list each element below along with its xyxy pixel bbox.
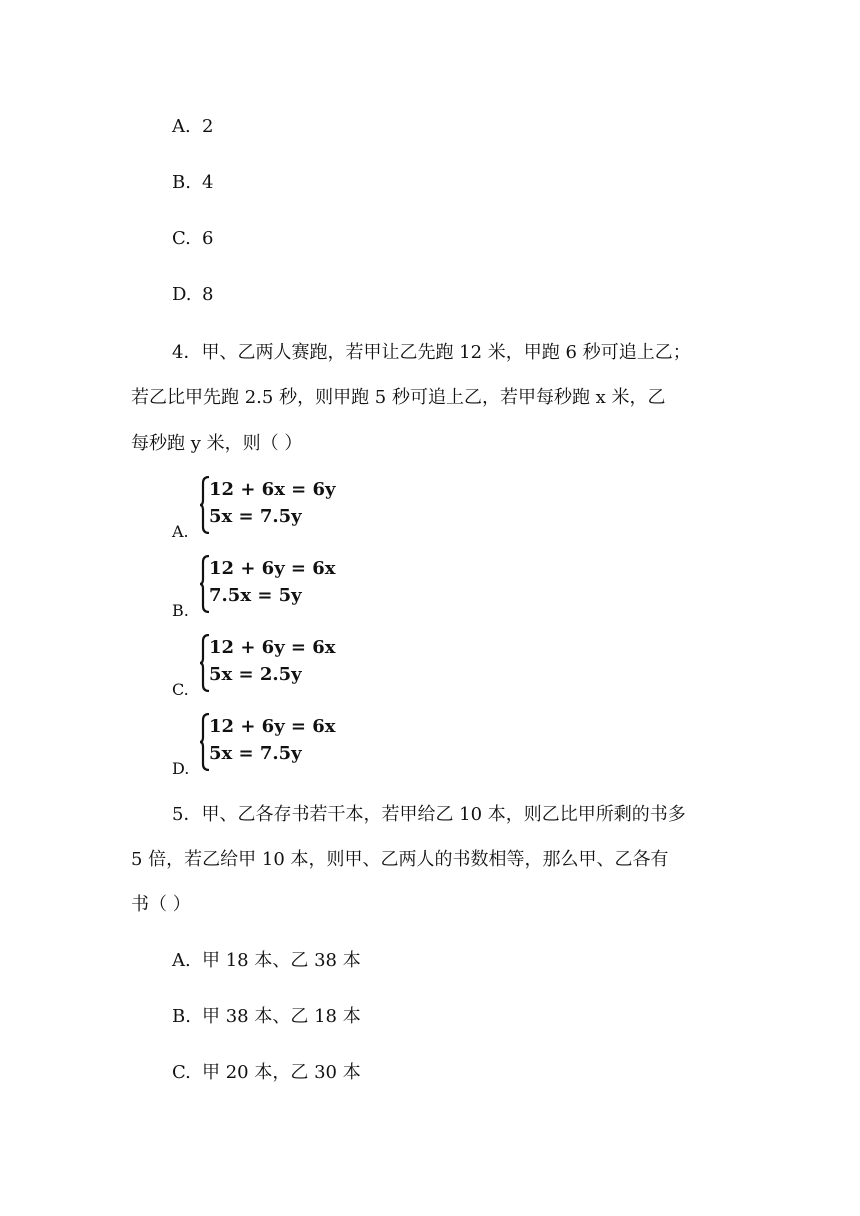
q4-option-c-system <box>199 634 349 694</box>
q5-stem-line-1: 5．甲、乙各存书若干本，若甲给乙 10 本，则乙比甲所剩的书多 <box>172 804 686 825</box>
q4-option-b-letter: B. <box>172 601 189 620</box>
equation-1: 12 + 6y = 6x <box>209 716 336 737</box>
equation-2: 5x = 2.5y <box>209 664 302 685</box>
q4-option-a-letter: A. <box>172 522 189 541</box>
option-text: 甲 20 本，乙 30 本 <box>202 1062 361 1083</box>
option-letter: C. <box>172 1062 191 1083</box>
q4-stem-line-1: 4．甲、乙两人赛跑，若甲让乙先跑 12 米，甲跑 6 秒可追上乙； <box>172 342 691 363</box>
q5-stem-line-2: 5 倍，若乙给甲 10 本，则甲、乙两人的书数相等，那么甲、乙各有 <box>131 849 669 870</box>
option-letter: B. <box>172 172 191 193</box>
q4-stem-line-3: 每秒跑 y 米，则（ ） <box>131 433 303 454</box>
q4-option-b-system <box>199 555 349 615</box>
option-text: 甲 18 本、乙 38 本 <box>202 950 361 971</box>
option-text: 4 <box>202 172 214 193</box>
equation-2: 5x = 7.5y <box>209 506 302 527</box>
q3-option-d <box>172 283 213 307</box>
q4-option-d-letter: D. <box>172 759 190 778</box>
q3-option-a <box>172 115 213 139</box>
option-letter: D. <box>172 284 192 305</box>
q5-option-c <box>172 1061 361 1085</box>
option-letter: A. <box>172 116 191 137</box>
option-text: 8 <box>202 284 214 305</box>
option-letter: B. <box>172 1006 191 1027</box>
equation-2: 7.5x = 5y <box>209 585 302 606</box>
equation-1: 12 + 6y = 6x <box>209 558 336 579</box>
q3-option-c <box>172 227 213 251</box>
option-text: 甲 38 本、乙 18 本 <box>202 1006 361 1027</box>
option-text: 6 <box>202 228 214 249</box>
option-letter: C. <box>172 228 191 249</box>
q5-stem-line-3: 书（ ） <box>131 894 191 915</box>
option-text: 2 <box>202 116 214 137</box>
equation-1: 12 + 6x = 6y <box>209 479 336 500</box>
q5-option-b <box>172 1005 361 1029</box>
q4-option-c-letter: C. <box>172 680 189 699</box>
equation-1: 12 + 6y = 6x <box>209 637 336 658</box>
q4-option-d-system <box>199 713 349 773</box>
option-letter: A. <box>172 950 191 971</box>
q5-option-a <box>172 949 361 973</box>
q4-stem-line-2: 若乙比甲先跑 2.5 秒，则甲跑 5 秒可追上乙，若甲每秒跑 x 米，乙 <box>131 387 666 408</box>
equation-2: 5x = 7.5y <box>209 743 302 764</box>
q4-option-a-system <box>199 476 349 536</box>
q3-option-b <box>172 171 213 195</box>
